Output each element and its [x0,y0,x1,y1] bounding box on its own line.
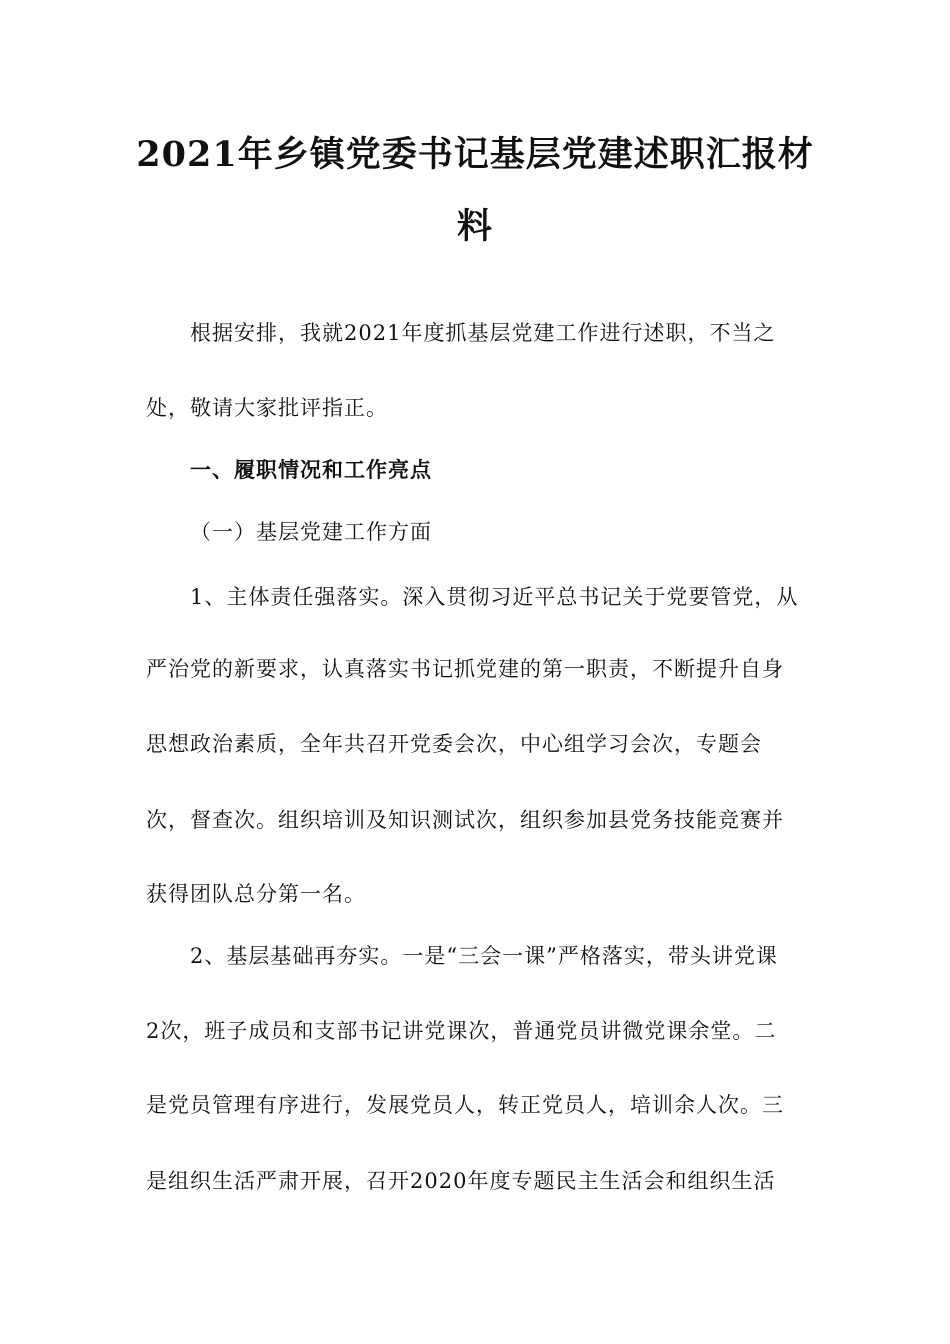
item-1-line-1: 1、主体责任强落实。深入贯彻习近平总书记关于党要管党，从 [190,585,799,609]
item-2-line-1: 2、基层基础再夯实。一是“三会一课”严格落实，带头讲党课 [190,944,778,968]
intro-paragraph-line-1: 根据安排，我就2021年度抓基层党建工作进行述职，不当之 [190,321,776,345]
subsection-heading: （一）基层党建工作方面 [190,520,432,544]
item-1-line-5: 获得团队总分第一名。 [146,882,366,906]
item-1-line-4: 次，督查次。组织培训及知识测试次，组织参加县党务技能竞赛并 [146,808,784,832]
item-2-line-2: 2次，班子成员和支部书记讲党课次，普通党员讲微党课余堂。二 [146,1019,777,1043]
section-heading: 一、履职情况和工作亮点 [190,457,432,482]
item-2-line-4: 是组织生活严肃开展，召开2020年度专题民主生活会和组织生活 [146,1169,776,1193]
document-title-line-1: 2021年乡镇党委书记基层党建述职汇报材 [136,134,814,175]
item-2-line-3: 是党员管理有序进行，发展党员人，转正党员人，培训余人次。三 [146,1093,784,1117]
item-1-line-3: 思想政治素质，全年共召开党委会次，中心组学习会次，专题会 [146,732,762,756]
intro-paragraph-line-2: 处，敬请大家批评指正。 [146,396,388,420]
item-1-line-2: 严治党的新要求，认真落实书记抓党建的第一职责，不断提升自身 [146,657,784,681]
document-title-line-2: 料 [456,206,493,247]
